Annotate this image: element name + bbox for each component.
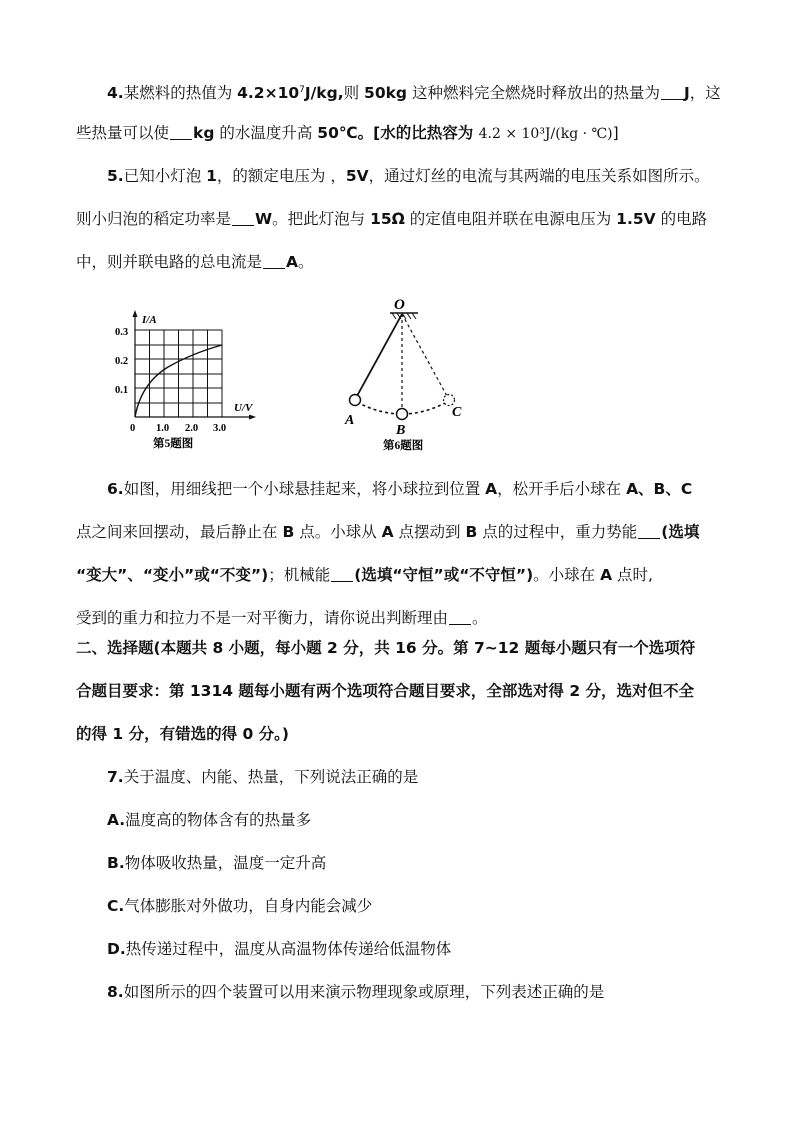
answer-blank[interactable] (232, 209, 254, 226)
x-axis-arrow-icon (249, 415, 256, 420)
section-2-heading-line-3: 的得 1 分，有错选的得 0 分。) (76, 725, 289, 743)
string-dashed-c (402, 314, 447, 396)
string-solid (357, 314, 402, 396)
figure-6-pendulum (338, 292, 478, 456)
q7-option-b: B.物体吸收热量，温度一定升高 (107, 854, 327, 872)
x-tick-label: 1.0 (156, 423, 170, 434)
label-a: A (345, 413, 355, 428)
q8-stem: 8.如图所示的四个装置可以用来演示物理现象或原理，下列表述正确的是 (107, 983, 605, 1001)
x-axis-label: U/V (234, 402, 253, 414)
figure-5-caption: 第5题图 (153, 438, 194, 450)
answer-blank[interactable] (661, 83, 683, 100)
y-axis-arrow-icon (133, 310, 138, 317)
figure-6-caption: 第6题图 (383, 440, 424, 452)
ceiling-hatching (392, 313, 416, 319)
q7-option-c: C.气体膨胀对外做功，自身内能会减少 (107, 897, 373, 915)
answer-blank[interactable] (331, 565, 353, 582)
q6-line-1: 6.如图，用细线把一个小球悬挂起来，将小球拉到位置 A，松开手后小球在 A、B、C (107, 480, 693, 498)
y-tick-label: 0.2 (115, 356, 129, 367)
q6-line-4: 受到的重力和拉力不是一对平衡力，请你说出判断理由 。 (76, 609, 488, 627)
q7-option-a: A.温度高的物体含有的热量多 (107, 811, 312, 829)
label-o: O (394, 297, 405, 313)
q4-line-1: 4.某燃料的热值为 $4.2\times 10^7J/kg$,则 50kg 这种燃料完全燃烧时释放出的热量为 J，这 (107, 84, 721, 102)
ball-a (350, 395, 361, 406)
q7-stem: 7.关于温度、内能、热量，下列说法正确的是 (107, 768, 419, 786)
answer-blank[interactable] (638, 522, 660, 539)
answer-blank[interactable] (449, 608, 471, 625)
answer-blank[interactable] (263, 252, 285, 269)
grid (135, 330, 222, 417)
label-b: B (396, 423, 406, 438)
y-tick-label: 0.3 (115, 327, 129, 338)
y-axis-label: I/A (142, 314, 157, 326)
x-tick-label: 0 (130, 423, 136, 434)
q5-line-1: 5.已知小灯泡 1，的额定电压为 ，5V，通过灯丝的电流与其两端的电压关系如图所示。 (107, 167, 710, 185)
label-c: C (452, 405, 462, 420)
section-2-heading-line-2: 合题目要求：第 1314 题每小题有两个选项符合题目要求，全部选对得 2 分，选对但不全 (76, 682, 695, 700)
x-tick-label: 2.0 (185, 423, 199, 434)
q7-option-d: D.热传递过程中，温度从高温物体传递给低温物体 (107, 940, 452, 958)
q6-line-3: “变大”、“变小”或“不变”)；机械能 (选填“守恒”或“不守恒”)。小球在 A 点时, (76, 566, 653, 584)
q6-line-2: 点之间来回摆动，最后静止在 B 点。小球从 A 点摆动到 B 点的过程中，重力势能 (选填 (76, 523, 700, 541)
section-2-heading-line-1: 二、选择题(本题共 8 小题，每小题 2 分，共 16 分。第 7~12 题每小题只有一个选项符 (76, 639, 696, 657)
answer-blank[interactable] (170, 123, 192, 140)
q4-line-2: 些热量可以使 kg 的水温度升高 50℃。[水的比热容为 4.2 × 10³J/(kg · ℃)] (76, 124, 619, 142)
figure-5-iu-graph (108, 300, 268, 456)
ball-b (397, 409, 408, 420)
q5-line-3: 中，则并联电路的总电流是 A。 (76, 253, 314, 271)
q5-line-2: 则小归泡的稻定功率是 W。把此灯泡与 15Ω 的定值电阻并联在电源电压为 1.5V 的电路 (76, 210, 708, 228)
ball-c (444, 395, 455, 406)
y-tick-label: 0.1 (115, 385, 129, 396)
x-tick-label: 3.0 (213, 423, 227, 434)
